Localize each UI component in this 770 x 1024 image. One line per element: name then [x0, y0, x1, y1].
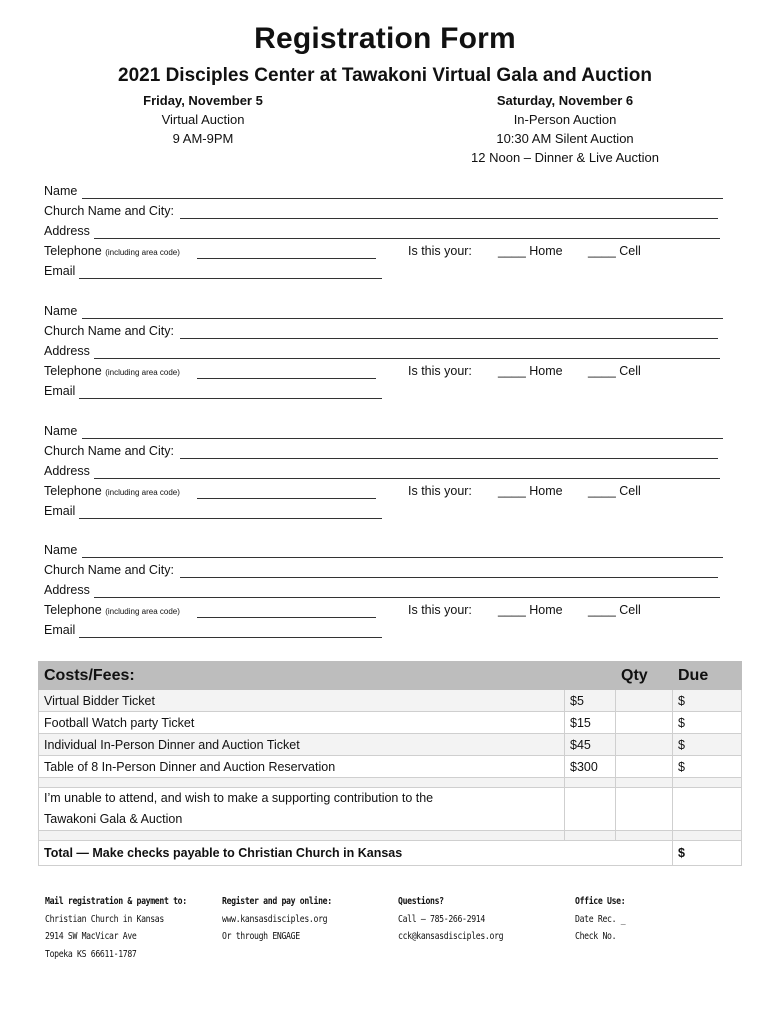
- address-field[interactable]: [94, 358, 720, 359]
- table-spacer: [39, 831, 742, 841]
- address-field[interactable]: [94, 478, 720, 479]
- saturday-line: 10:30 AM Silent Auction: [496, 131, 634, 146]
- fee-price: $45: [565, 734, 616, 756]
- total-label: Total — Make checks payable to Christian Church in Kansas: [39, 841, 673, 866]
- contribution-label: I’m unable to attend, and wish to make a supporting contribution to the Tawakoni Gala & Auction: [39, 788, 565, 831]
- telephone-note: (including area code): [105, 248, 180, 257]
- fee-row: [39, 690, 742, 712]
- office-use: [575, 893, 625, 946]
- form-title: Registration Form: [254, 22, 516, 55]
- fee-price: $5: [565, 690, 616, 712]
- telephone-note: (including area code): [105, 488, 180, 497]
- cell-option[interactable]: ____ Cell: [588, 484, 641, 498]
- telephone-label: Telephone: [44, 244, 102, 258]
- fees-header-row: [39, 662, 742, 690]
- home-option[interactable]: ____ Home: [498, 484, 563, 498]
- fee-label: Individual In-Person Dinner and Auction Ticket: [39, 734, 565, 756]
- mail-line: Christian Church in Kansas: [45, 913, 164, 925]
- church-field[interactable]: [180, 577, 718, 578]
- saturday-line: 12 Noon – Dinner & Live Auction: [471, 150, 659, 165]
- fee-due-field[interactable]: $: [673, 734, 742, 756]
- phone-line: Call – 785-266-2914: [398, 913, 485, 925]
- fee-due-field[interactable]: $: [673, 756, 742, 778]
- telephone-field[interactable]: [197, 378, 376, 379]
- church-label: Church Name and City:: [44, 324, 174, 338]
- name-label: Name: [44, 424, 78, 438]
- friday-line: Virtual Auction: [161, 112, 245, 127]
- online-heading: Register and pay online:: [222, 896, 332, 907]
- fee-qty-field[interactable]: [616, 756, 673, 778]
- fee-qty-field[interactable]: [616, 690, 673, 712]
- home-option[interactable]: ____ Home: [498, 244, 563, 258]
- name-label: Name: [44, 184, 78, 198]
- event-subtitle: 2021 Disciples Center at Tawakoni Virtual Gala and Auction: [118, 65, 652, 86]
- fee-due-field[interactable]: $: [673, 690, 742, 712]
- fee-row: [39, 712, 742, 734]
- questions-info: [398, 893, 503, 946]
- email-label: Email: [44, 384, 76, 398]
- total-due-field[interactable]: $: [673, 841, 742, 866]
- saturday-line: In-Person Auction: [513, 112, 617, 127]
- date-received-field[interactable]: Date Rec. _: [575, 913, 626, 925]
- contribution-due-field[interactable]: [673, 788, 742, 831]
- friday-line: 9 AM-9PM: [172, 131, 234, 146]
- address-label: Address: [44, 224, 90, 238]
- fee-label: Table of 8 In-Person Dinner and Auction Reservation: [39, 756, 565, 778]
- address-label: Address: [44, 583, 90, 597]
- name-field[interactable]: [82, 438, 723, 439]
- office-heading: Office Use:: [575, 896, 626, 907]
- telephone-field[interactable]: [197, 498, 376, 499]
- email-field[interactable]: [79, 518, 382, 519]
- mail-heading: Mail registration & payment to:: [45, 896, 187, 907]
- church-label: Church Name and City:: [44, 204, 174, 218]
- fee-price: $300: [565, 756, 616, 778]
- mail-info: [45, 893, 187, 963]
- telephone-note: (including area code): [105, 368, 180, 377]
- church-field[interactable]: [180, 338, 718, 339]
- email-field[interactable]: [79, 637, 382, 638]
- costs-fees-table: [38, 661, 742, 866]
- cell-option[interactable]: ____ Cell: [588, 244, 641, 258]
- church-label: Church Name and City:: [44, 444, 174, 458]
- online-line: Or through ENGAGE: [222, 931, 300, 942]
- qty-header: Qty: [616, 662, 673, 690]
- online-info: [222, 893, 332, 946]
- telephone-field[interactable]: [197, 258, 376, 259]
- fees-header-label: Costs/Fees:: [39, 662, 565, 690]
- address-field[interactable]: [94, 597, 720, 598]
- address-label: Address: [44, 464, 90, 478]
- email-label: Email: [44, 504, 76, 518]
- name-field[interactable]: [82, 318, 723, 319]
- telephone-label: Telephone: [44, 364, 102, 378]
- mail-line: Topeka KS 66611-1787: [45, 948, 137, 960]
- email-field[interactable]: [79, 398, 382, 399]
- telephone-label: Telephone: [44, 484, 102, 498]
- telephone-field[interactable]: [197, 617, 376, 618]
- fee-label: Virtual Bidder Ticket: [39, 690, 565, 712]
- mail-line: 2914 SW MacVicar Ave: [45, 931, 137, 942]
- questions-heading: Questions?: [398, 896, 444, 907]
- telephone-note: (including area code): [105, 607, 180, 616]
- is-this-your-label: Is this your:: [408, 603, 472, 617]
- church-field[interactable]: [180, 458, 718, 459]
- saturday-heading: Saturday, November 6: [496, 93, 634, 108]
- is-this-your-label: Is this your:: [408, 484, 472, 498]
- home-option[interactable]: ____ Home: [498, 364, 563, 378]
- website-link[interactable]: www.kansasdisciples.org: [222, 913, 328, 925]
- email-field[interactable]: [79, 278, 382, 279]
- fee-row: [39, 756, 742, 778]
- friday-schedule: [108, 91, 298, 148]
- check-number-field[interactable]: Check No.: [575, 931, 617, 942]
- saturday-schedule: [440, 91, 690, 167]
- table-spacer: [39, 778, 742, 788]
- contribution-row: [39, 788, 742, 831]
- name-label: Name: [44, 543, 78, 557]
- name-field[interactable]: [82, 198, 723, 199]
- name-label: Name: [44, 304, 78, 318]
- church-label: Church Name and City:: [44, 563, 174, 577]
- email-label: Email: [44, 623, 76, 637]
- fee-qty-field[interactable]: [616, 734, 673, 756]
- cell-option[interactable]: ____ Cell: [588, 364, 641, 378]
- is-this-your-label: Is this your:: [408, 364, 472, 378]
- due-header: Due: [673, 662, 742, 690]
- fee-label: Football Watch party Ticket: [39, 712, 565, 734]
- fee-qty-field[interactable]: [616, 712, 673, 734]
- fee-price: $15: [565, 712, 616, 734]
- email-link[interactable]: cck@kansasdisciples.org: [398, 931, 504, 942]
- fee-due-field[interactable]: $: [673, 712, 742, 734]
- name-field[interactable]: [82, 557, 723, 558]
- friday-heading: Friday, November 5: [143, 93, 263, 108]
- total-row: [39, 841, 742, 866]
- address-label: Address: [44, 344, 90, 358]
- home-option[interactable]: ____ Home: [498, 603, 563, 617]
- is-this-your-label: Is this your:: [408, 244, 472, 258]
- address-field[interactable]: [94, 238, 720, 239]
- contribution-qty-field[interactable]: [616, 788, 673, 831]
- fee-row: [39, 734, 742, 756]
- email-label: Email: [44, 264, 76, 278]
- church-field[interactable]: [180, 218, 718, 219]
- telephone-label: Telephone: [44, 603, 102, 617]
- cell-option[interactable]: ____ Cell: [588, 603, 641, 617]
